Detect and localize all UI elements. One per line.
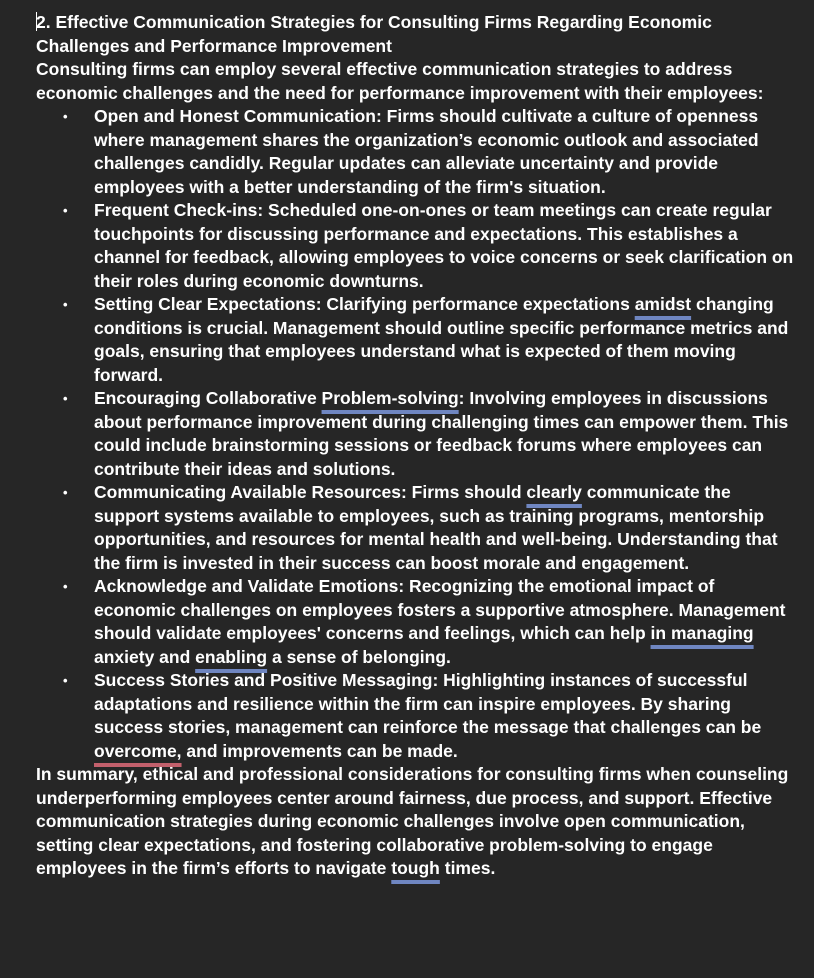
summary-paragraph: In summary, ethical and professional considerations for consulting firms when counseling underperforming employees center around fairness, due process, and support. Effective communication strategies during economic challenges involve open communication, setting clear expectations, and fostering collaborative problem-solving to engage employees in the firm’s efforts to navigate tough times. xyxy=(36,764,789,878)
list-item: • Open and Honest Communication: Firms should cultivate a culture of openness where management shares the organization’s economic outlook and associated challenges candidly. Regular updates can alleviate uncertainty and provide employees with a better understanding of the firm's situation. xyxy=(63,106,759,197)
grammar-suggestion[interactable]: Problem-solving xyxy=(321,388,459,408)
bullet-icon: • xyxy=(63,485,68,500)
bullet-icon: • xyxy=(63,297,68,312)
grammar-suggestion[interactable]: tough xyxy=(391,858,440,878)
bullet-icon: • xyxy=(63,579,68,594)
list-item: • Setting Clear Expectations: Clarifying performance expectations amidst changing conditions is crucial. Management should outline specific performance metrics and goals, ensuring that employees understand what is expected of them moving forward. xyxy=(63,294,789,385)
spelling-suggestion[interactable]: overcome, xyxy=(94,740,182,761)
grammar-suggestion[interactable]: clearly xyxy=(526,482,582,502)
document-body[interactable] xyxy=(36,11,798,881)
grammar-suggestion[interactable]: amidst xyxy=(634,294,692,314)
bullet-icon: • xyxy=(63,391,68,406)
list-item: • Communicating Available Resources: Firms should clearly communicate the support systems available to employees, such as training programs, mentorship opportunities, and resources for mental health and well-being. Understanding that the firm is invested in their success can boost morale and engagement. xyxy=(63,482,778,573)
list-item: • Acknowledge and Validate Emotions: Recognizing the emotional impact of economic challenges on employees fosters a supportive atmosphere. Management should validate employees' concerns and feelings, which can help in managing anxiety and enabling a sense of belonging. xyxy=(63,576,786,667)
section-heading xyxy=(36,11,798,58)
bullet-icon: • xyxy=(63,673,68,688)
grammar-suggestion[interactable]: in managing xyxy=(650,623,754,643)
section-heading-text: 2. Effective Communication Strategies for Consulting Firms Regarding Economic Challenges and Performance Improvement xyxy=(36,12,712,56)
list-item: • Frequent Check-ins: Scheduled one-on-ones or team meetings can create regular touchpoints for discussing performance and expectations. This establishes a channel for feedback, allowing employees to voice concerns or seek clarification on their roles during economic downturns. xyxy=(63,200,794,291)
list-item: • Encouraging Collaborative Problem-solving: Involving employees in discussions about performance improvement during challenging times can empower them. This could include brainstorming sessions or feedback forums where employees can contribute their ideas and solutions. xyxy=(63,388,789,479)
strategy-list xyxy=(36,105,798,763)
grammar-suggestion[interactable]: enabling xyxy=(195,646,268,667)
intro-paragraph: Consulting firms can employ several effective communication strategies to address economic challenges and the need for performance improvement with their employees: xyxy=(36,59,764,103)
bullet-icon: • xyxy=(63,203,68,218)
bullet-icon: • xyxy=(63,109,68,124)
list-item: • Success Stories and Positive Messaging: Highlighting instances of successful adaptations and resilience within the firm can inspire employees. By sharing success stories, management can reinforce the message that challenges can be overcome, and improvements can be made. xyxy=(63,670,762,761)
